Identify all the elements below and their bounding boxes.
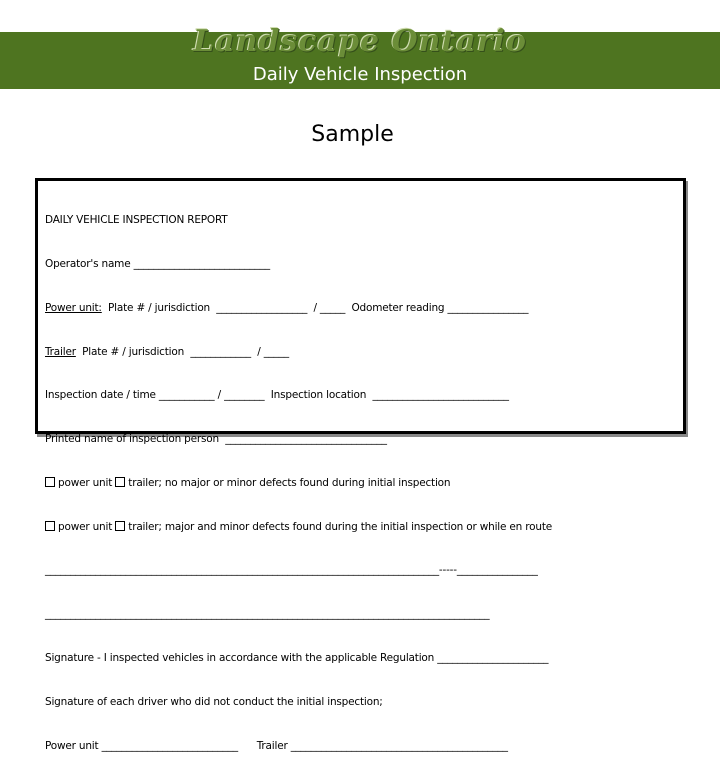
inspection-date-line: Inspection date / time ___________ / ________ Inspection location ___________________________ (45, 389, 509, 402)
defects-power-unit: power unit (58, 520, 113, 533)
signature-line: Signature - I inspected vehicles in accordance with the applicable Regulation ______________________ (45, 652, 549, 664)
operator-name-line: Operator's name ___________________________ (45, 257, 270, 270)
driver-signature-line: Signature of each driver who did not conduct the initial inspection; (45, 695, 383, 708)
no-defects-trailer: trailer; no major or minor defects found during initial inspection (128, 476, 451, 489)
checkbox-icon[interactable] (45, 521, 55, 531)
checkbox-icon[interactable] (115, 521, 125, 531)
power-unit-line (45, 301, 685, 316)
trailer-line (45, 345, 685, 360)
brand-logo-text: Landscape Ontario (193, 24, 527, 59)
header-subtitle: Daily Vehicle Inspection (252, 64, 468, 85)
defects-line (45, 520, 685, 535)
no-defects-power-unit: power unit (58, 476, 113, 489)
inspection-report-form (35, 178, 686, 752)
power-unit-trailer-signature-line: Power unit ___________________________ Trailer ___________________________________________ (45, 739, 508, 752)
power-unit-fields: Plate # / jurisdiction __________________ / _____ Odometer reading ________________ (101, 301, 529, 314)
checkbox-icon[interactable] (115, 477, 125, 487)
defects-blank-line-2: ________________________________________________________________________________________ (45, 608, 490, 621)
form-title: DAILY VEHICLE INSPECTION REPORT (45, 214, 228, 227)
page-title: Sample (311, 122, 394, 147)
defects-blank-line: ______________________________________________________________________________-----________________ (45, 564, 538, 577)
trailer-label: Trailer (45, 345, 76, 358)
no-defects-line (45, 476, 685, 491)
defects-trailer: trailer; major and minor defects found during the initial inspection or while en route (128, 520, 553, 533)
checkbox-icon[interactable] (45, 477, 55, 487)
power-unit-label: Power unit: (45, 301, 102, 314)
printed-name-line: Printed name of inspection person ________________________________ (45, 433, 387, 446)
trailer-fields: Plate # / jurisdiction ____________ / _____ (75, 345, 289, 358)
form-text (45, 184, 685, 782)
